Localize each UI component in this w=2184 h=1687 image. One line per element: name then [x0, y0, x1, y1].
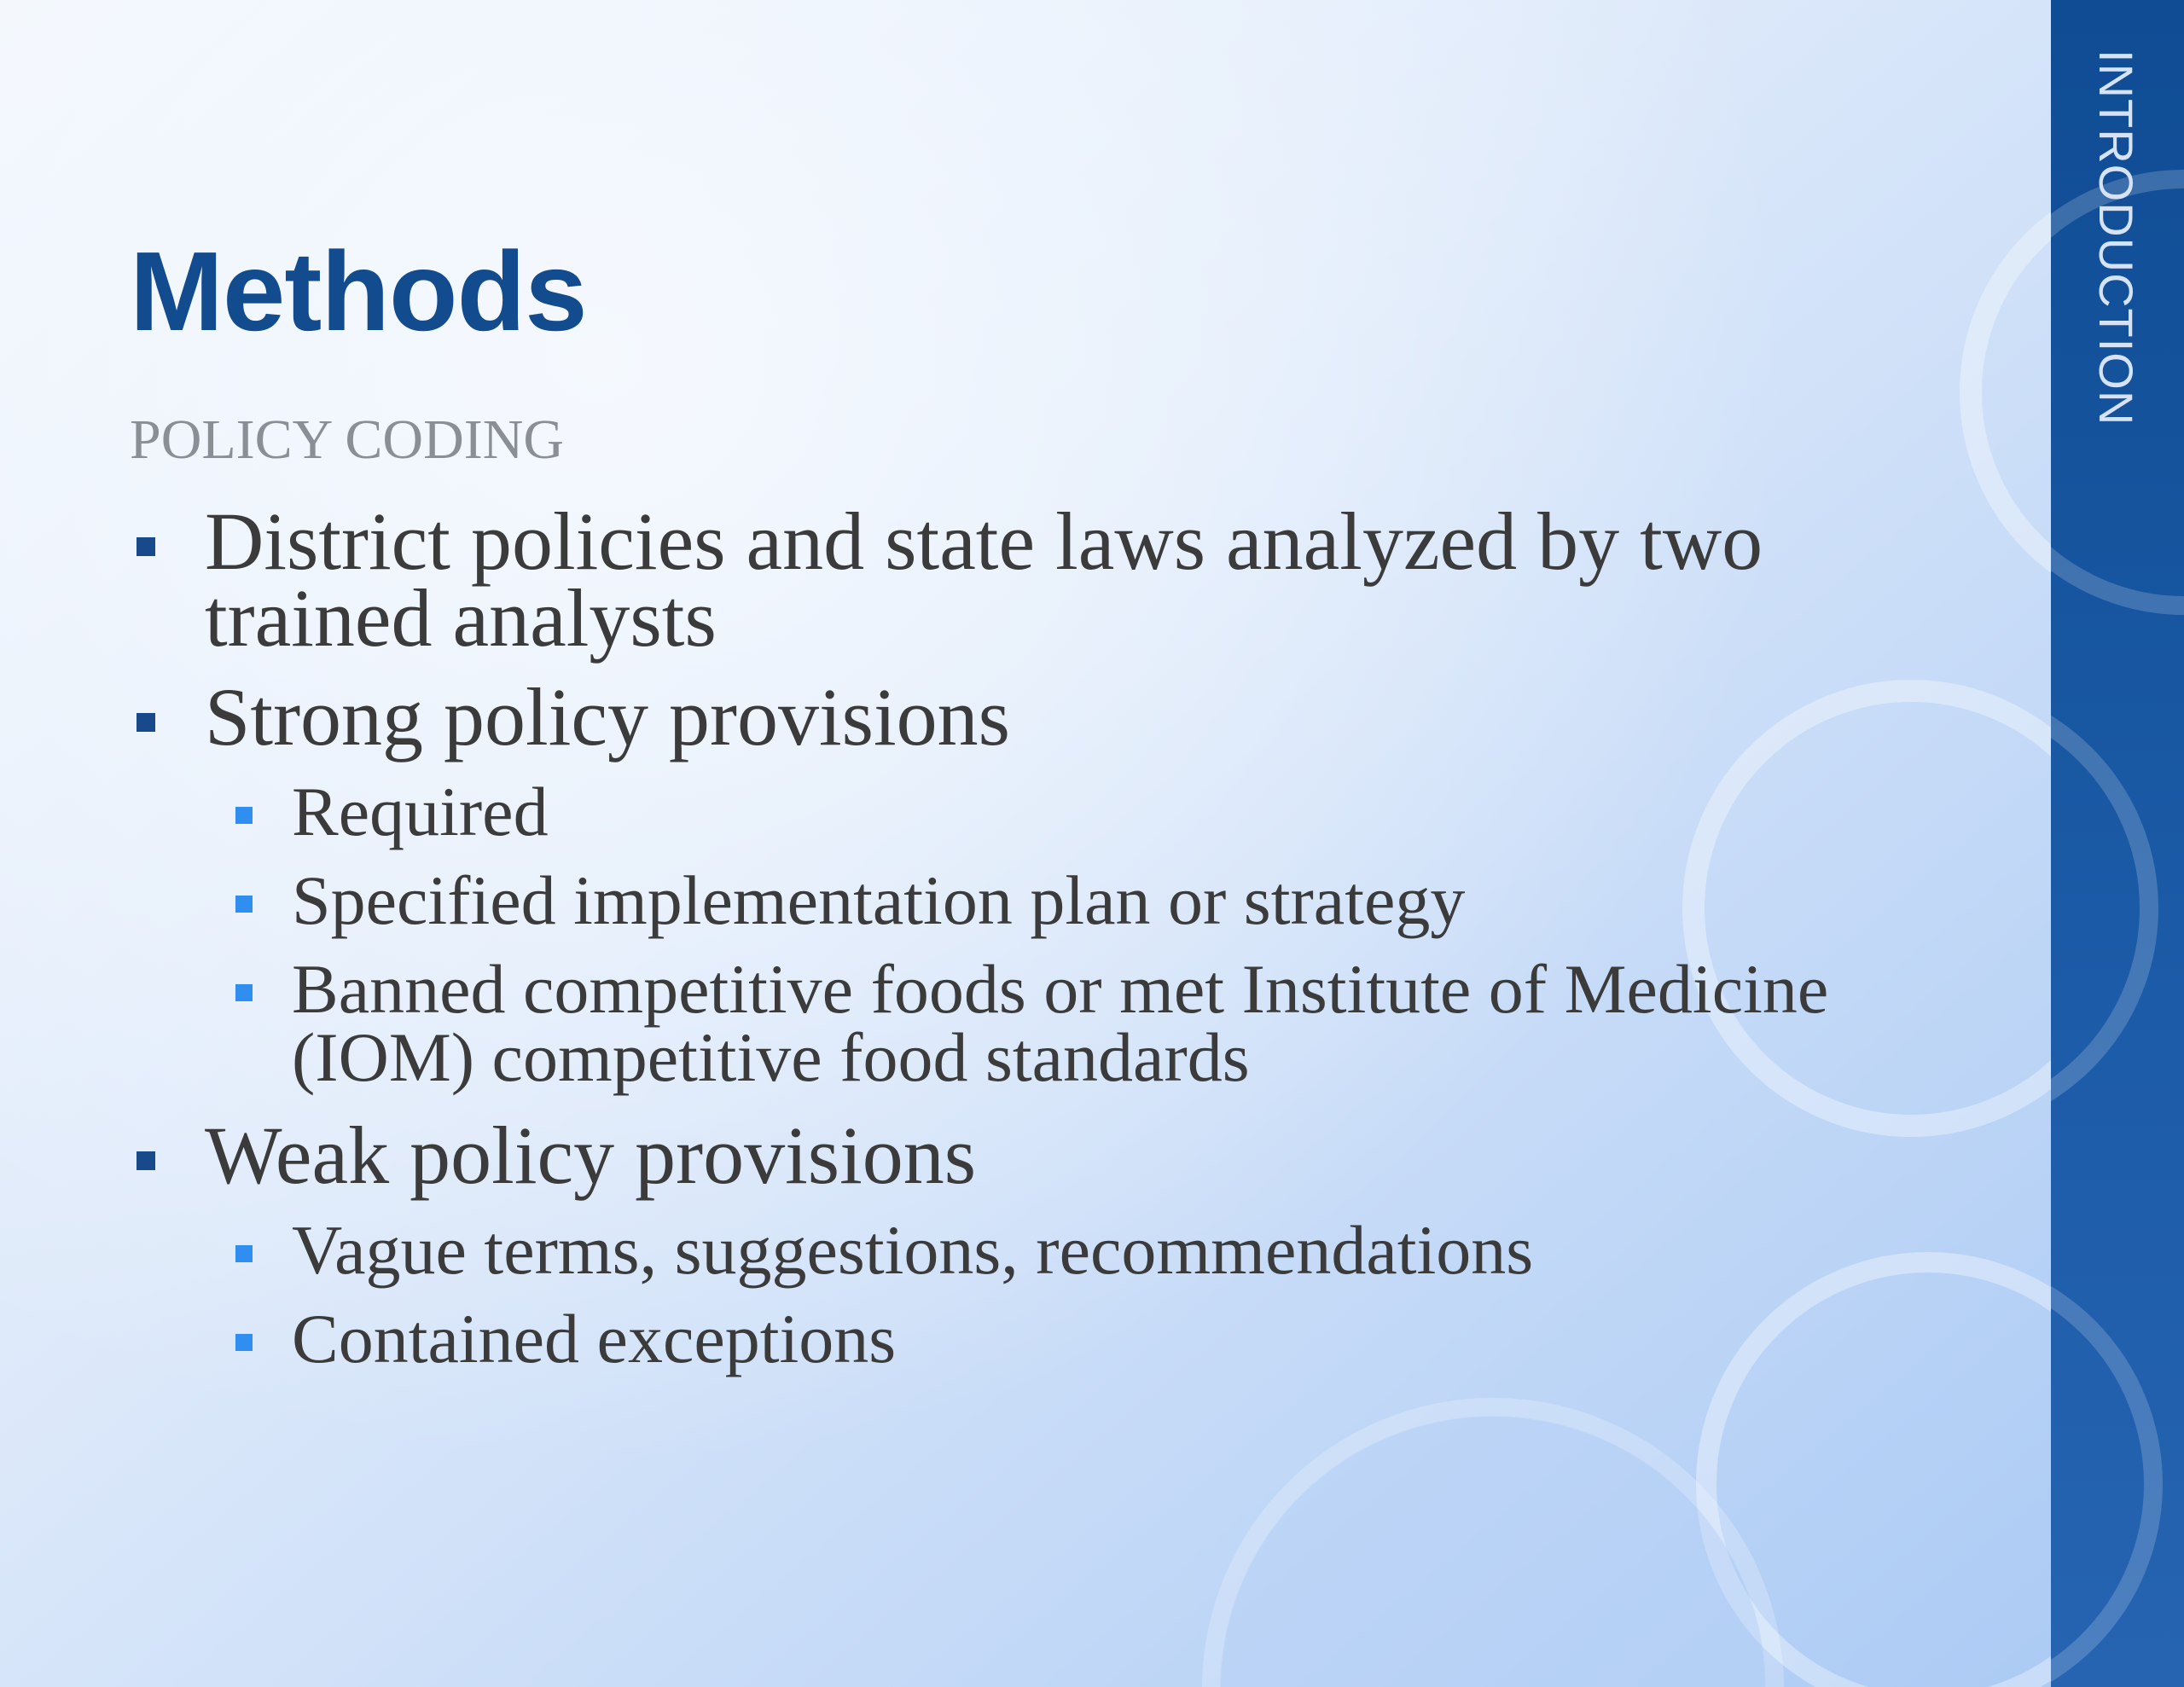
square-bullet-icon [235, 896, 253, 913]
square-bullet-icon [235, 1245, 253, 1262]
sub-bullet-text: Vague terms, suggestions, recommendations [292, 1211, 1534, 1289]
sub-bullet-text: Specified implementation plan or strategy [292, 861, 1466, 939]
square-bullet-icon [235, 1334, 253, 1351]
sub-bullet-text: Contained exceptions [292, 1300, 897, 1377]
sub-bullet-text: Required [292, 773, 549, 850]
square-bullet-icon [235, 807, 253, 824]
sub-bullet-item [130, 861, 2007, 939]
bullet-text: Strong policy provisions [205, 671, 1011, 762]
sub-bullet-item [130, 950, 1896, 1096]
section-sidebar [2051, 0, 2184, 1687]
bullet-list [130, 496, 2007, 1394]
deco-circle-fill [1220, 1416, 1766, 1687]
sub-bullet-item [130, 1211, 2007, 1289]
square-bullet-icon [235, 984, 253, 1001]
sub-bullet-item [130, 773, 2007, 850]
sub-bullet-text: Banned competitive foods or met Institute of Medicine (IOM) competitive food standards [292, 950, 1829, 1096]
bullet-item [130, 1110, 2007, 1201]
square-bullet-icon [136, 1151, 155, 1170]
deco-circle-4 [1211, 1407, 1774, 1687]
sub-bullet-item [130, 1300, 2007, 1377]
slide-title: Methods [130, 229, 587, 354]
bullet-text: Weak policy provisions [205, 1110, 977, 1201]
square-bullet-icon [136, 713, 155, 732]
slide-subtitle: POLICY CODING [130, 409, 565, 471]
bullet-text: District policies and state laws analyzed by two trained analysts [205, 496, 1763, 664]
bullet-item [130, 671, 2007, 762]
square-bullet-icon [136, 537, 155, 556]
section-label: INTRODUCTION [2089, 49, 2143, 426]
bullet-item [130, 496, 1971, 664]
